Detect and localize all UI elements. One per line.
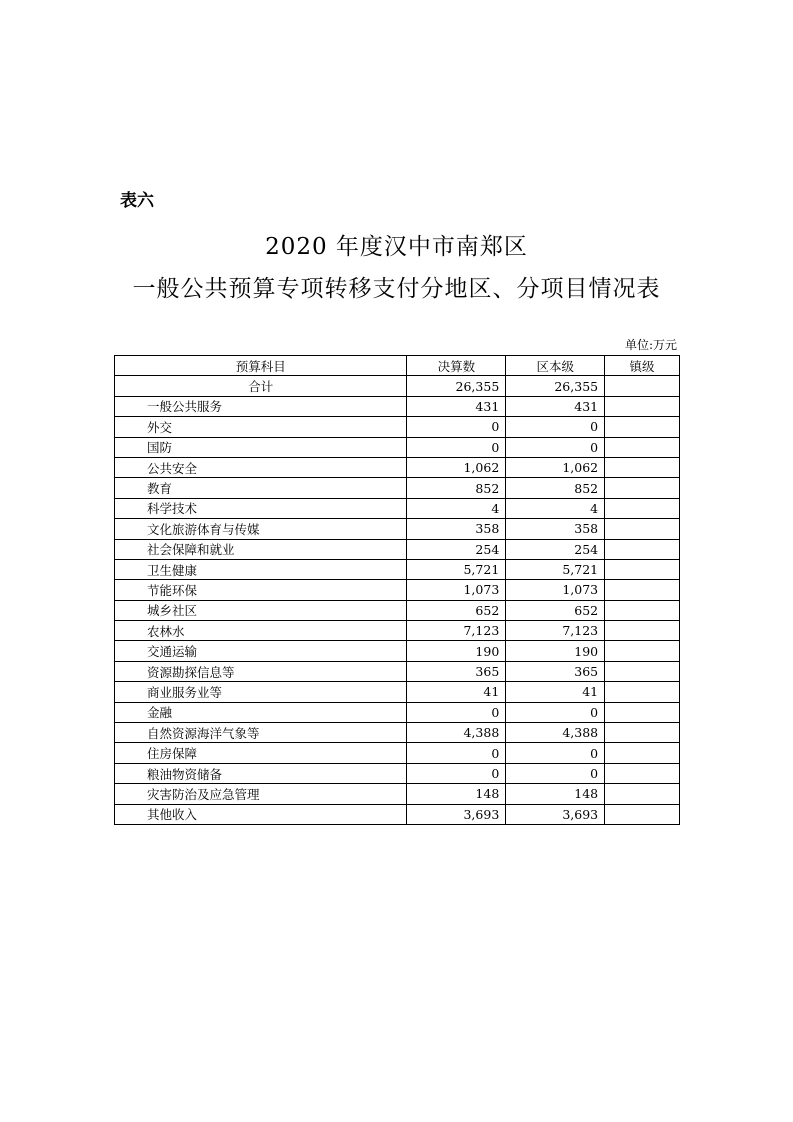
- unit-note: 单位:万元: [624, 338, 677, 352]
- row-final: 358: [407, 519, 506, 539]
- table-row: [115, 600, 680, 620]
- table-row: [115, 457, 680, 477]
- row-district: 1,073: [506, 580, 605, 600]
- row-town: [605, 784, 680, 804]
- row-final: 4,388: [407, 723, 506, 743]
- row-district: 5,721: [506, 559, 605, 579]
- row-district: 431: [506, 396, 605, 416]
- row-town: [605, 723, 680, 743]
- row-final: 1,062: [407, 457, 506, 477]
- table-row: [115, 580, 680, 600]
- row-town: [605, 457, 680, 477]
- row-final: 5,721: [407, 559, 506, 579]
- row-final: 3,693: [407, 804, 506, 824]
- total-final: 26,355: [407, 376, 506, 396]
- row-district: 365: [506, 661, 605, 681]
- row-final: 148: [407, 784, 506, 804]
- row-town: [605, 580, 680, 600]
- table-row: [115, 396, 680, 416]
- page-subtitle: 一般公共预算专项转移支付分地区、分项目情况表: [132, 276, 661, 302]
- row-final: 41: [407, 682, 506, 702]
- row-town: [605, 661, 680, 681]
- budget-table: [114, 355, 680, 825]
- row-subject: 城乡社区: [115, 600, 407, 620]
- row-subject: 灾害防治及应急管理: [115, 784, 407, 804]
- table-row: [115, 621, 680, 641]
- row-subject: 自然资源海洋气象等: [115, 723, 407, 743]
- table-row: [115, 804, 680, 824]
- row-district: 0: [506, 417, 605, 437]
- total-district: 26,355: [506, 376, 605, 396]
- table-row: [115, 559, 680, 579]
- row-final: 652: [407, 600, 506, 620]
- row-final: 0: [407, 743, 506, 763]
- row-final: 365: [407, 661, 506, 681]
- row-district: 652: [506, 600, 605, 620]
- row-subject: 文化旅游体育与传媒: [115, 519, 407, 539]
- table-row: [115, 763, 680, 783]
- table-row: [115, 743, 680, 763]
- row-district: 148: [506, 784, 605, 804]
- table-row: [115, 539, 680, 559]
- row-district: 1,062: [506, 457, 605, 477]
- row-district: 852: [506, 478, 605, 498]
- row-town: [605, 682, 680, 702]
- column-header-district: 区本级: [506, 356, 605, 376]
- row-town: [605, 763, 680, 783]
- row-final: 0: [407, 702, 506, 722]
- table-row: [115, 723, 680, 743]
- row-subject: 金融: [115, 702, 407, 722]
- total-row: [115, 376, 680, 396]
- column-header-subject: 预算科目: [115, 356, 407, 376]
- row-town: [605, 702, 680, 722]
- table-row: [115, 784, 680, 804]
- row-final: 852: [407, 478, 506, 498]
- page-title: 2020 年度汉中市南郑区: [265, 234, 528, 260]
- row-final: 4: [407, 498, 506, 518]
- total-town: [605, 376, 680, 396]
- row-subject: 资源勘探信息等: [115, 661, 407, 681]
- row-subject: 粮油物资储备: [115, 763, 407, 783]
- row-town: [605, 437, 680, 457]
- row-town: [605, 396, 680, 416]
- header-row: [115, 356, 680, 376]
- row-town: [605, 600, 680, 620]
- row-district: 0: [506, 702, 605, 722]
- row-town: [605, 498, 680, 518]
- row-town: [605, 539, 680, 559]
- row-subject: 科学技术: [115, 498, 407, 518]
- row-town: [605, 519, 680, 539]
- row-town: [605, 417, 680, 437]
- row-district: 254: [506, 539, 605, 559]
- row-subject: 节能环保: [115, 580, 407, 600]
- row-subject: 交通运输: [115, 641, 407, 661]
- row-subject: 国防: [115, 437, 407, 457]
- table-row: [115, 641, 680, 661]
- row-district: 358: [506, 519, 605, 539]
- row-district: 4: [506, 498, 605, 518]
- row-final: 190: [407, 641, 506, 661]
- table-row: [115, 498, 680, 518]
- row-subject: 其他收入: [115, 804, 407, 824]
- table-row: [115, 702, 680, 722]
- row-final: 431: [407, 396, 506, 416]
- row-subject: 外交: [115, 417, 407, 437]
- row-town: [605, 743, 680, 763]
- row-district: 0: [506, 763, 605, 783]
- row-final: 254: [407, 539, 506, 559]
- row-town: [605, 559, 680, 579]
- row-final: 7,123: [407, 621, 506, 641]
- row-final: 0: [407, 437, 506, 457]
- table-row: [115, 417, 680, 437]
- row-subject: 农林水: [115, 621, 407, 641]
- column-header-town: 镇级: [605, 356, 680, 376]
- row-subject: 教育: [115, 478, 407, 498]
- row-subject: 社会保障和就业: [115, 539, 407, 559]
- row-district: 41: [506, 682, 605, 702]
- row-district: 4,388: [506, 723, 605, 743]
- row-town: [605, 641, 680, 661]
- row-final: 0: [407, 417, 506, 437]
- column-header-final: 决算数: [407, 356, 506, 376]
- row-district: 0: [506, 437, 605, 457]
- row-final: 1,073: [407, 580, 506, 600]
- row-town: [605, 621, 680, 641]
- table-row: [115, 478, 680, 498]
- row-subject: 住房保障: [115, 743, 407, 763]
- row-district: 7,123: [506, 621, 605, 641]
- row-town: [605, 478, 680, 498]
- row-district: 190: [506, 641, 605, 661]
- row-subject: 卫生健康: [115, 559, 407, 579]
- table-row: [115, 519, 680, 539]
- row-subject: 一般公共服务: [115, 396, 407, 416]
- total-label: 合计: [115, 376, 407, 396]
- table-row: [115, 661, 680, 681]
- row-final: 0: [407, 763, 506, 783]
- row-subject: 商业服务业等: [115, 682, 407, 702]
- row-district: 3,693: [506, 804, 605, 824]
- table-label: 表六: [120, 191, 154, 211]
- table-row: [115, 682, 680, 702]
- row-district: 0: [506, 743, 605, 763]
- table-row: [115, 437, 680, 457]
- row-town: [605, 804, 680, 824]
- row-subject: 公共安全: [115, 457, 407, 477]
